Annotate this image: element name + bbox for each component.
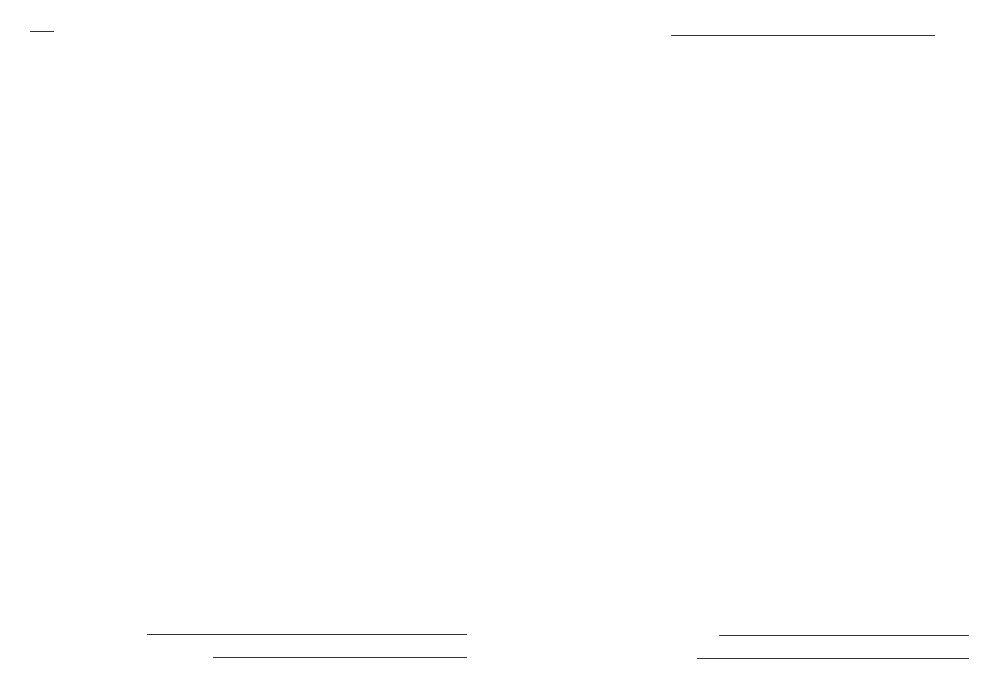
secretary-signature-field[interactable] [697, 658, 969, 659]
committee-signature-field[interactable] [719, 635, 969, 636]
